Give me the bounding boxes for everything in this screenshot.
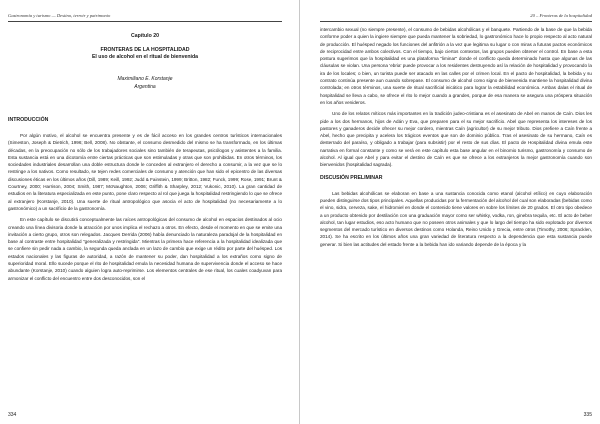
body-paragraph: Por algún motivo, el alcohol se encuentra presente y es de fácil acceso en los grandes centros turísticos internacionales (Simeston, Joseph & Dietrich, 1996; Bell, 2008). No obstante, el consumo desmedido del mismo se ha transformado, en los últimas décadas, en la preocupación no sólo de los trabajadores sociales sino también de terapeutas, psicólogos y asistentes a la familia. Esta sustancia está en una dicotomía entre ciertas prácticas que son estimuladas y otras que son prohibidas. En otros términos, los sociedades industriales desarrollan una doble estructura donde le conceden al extranjero el derecho a consumir, a la vez que se lo restringe a los nativos. Como resultado, se tejen redes comerciales de consumo y atención que han sido el epicentro de las diversas discusiones éticas en los últimos años (Dill, 1989; Keill, 1992; Judd & Fainstein, 1999; Britton, 1982; Funck, 1999; Rose, 1991; Brunt & Courtney, 2000; Harrison, 2004; Smith, 1987; McNaughton, 2006; Griffith & Sharpley, 2012; Vukonic, 2010). La gran cantidad de estudios en la literatura especializada en este punto, pone claro respecto al rol que juega la hospitalidad restringiendo lo que se ofrece al extranjero (Korstanje, 2010). Una suerte de ritual antropológico que asocia el acto de hospitalidad (no necesariamente a lo gastronómico) a un sacrificio de la gastronomía. [8,133,282,211]
body-paragraph: Las bebidas alcohólicas se elaboran en base a una sustancia conocida como etanol (alcohol etílico) en cuyo elaboración pueden distinguirse dos tipos principales. Aquellas producidas por la fermentación del alcohol del cual son elaboradas (bebidas como el vino, sidra, cerveza, sake, el hidromiel en donde el contenido tiene valores en sobre los límites de 20 grados. El otro tipo obedece a un producto obtenido por destilación con una graduación mayor como ser whisky, vodka, ron, ginebra tequila, etc. El acto de beber alcohol, tan lugar estudios, eso acto humano que no poseen otros animales y que lo largo del tiempo ha sido explotado por diversos segmentos del mercado turístico en diversos destinos como Holanda, Reino Unido y Grecia, entre otros (Timothy, 2006; Spracklen, 2014). Se ha escrito en los últimos años una gran variedad de literatura respecto a la dependencia que esta sustancia puede generar. Si bien las actitudes del estado frente a la bebida han ido variando depende de la época y la [320,190,592,247]
chapter-label: Capítulo 20 [131,33,159,39]
author-name: Maximiliano E. Korstanje [117,76,173,82]
right-running-head: 20 – Fronteras de la hospitalidad [530,13,592,18]
right-page-number: 335 [583,412,592,418]
left-page-number: 334 [8,412,17,418]
right-page [300,0,600,424]
section-heading-introduccion: INTRODUCCIÓN [8,117,49,123]
left-page-content [8,27,282,408]
right-header-rule [320,21,592,22]
left-running-head: Gastronomía y turismo — Destino, terroir y patrimonio [8,13,111,18]
chapter-title: FRONTERAS DE LA HOSPITALIDAD [100,47,190,53]
chapter-subtitle: El uso de alcohol en el ritual de bienvenida [91,54,199,60]
body-paragraph: En este capítulo se discutirá conceptualmente las raíces antropológicas del consumo de alcohol en espacios destinados al ocio creando una línea divisoria donde la atracción por unos implica el rechazo a otros. En efecto, desde el momento en que se emite una invitación a cierto grupo, otros son relegados. Jacques Derrida (2006) había denunciado la naturaleza paradojal de la hospitalidad en base al contraste entre hospitalidad "generalizada y restringida". Mientras la primera hace referencia a la hospitalidad idealizada que se confiere sin pedir nada a cambio, la segunda queda anclada en un lazo de cambio que exige un rédito por parte del huésped. Los estados nacionales y las figuras de autoridad, a razón de mantener su poder, dan hospitalidad a los extraños como signo de superioridad moral. Ello sucede porque el rito de hospitalidad emula la necesidad humana de supervivencia donde el acceso se hace abundante (Korstanje, 2010) cuando alguien logra auto-reprimirse. Los elementos centrales de ese ritual, los cuales coadyuvan para armonizar el conflicto del encuentro entre dos desconocidos, son el [8,217,282,281]
left-header-rule [8,21,282,22]
body-paragraph: intercambio sexual (no siempre presente), el consumo de bebidas alcohólicas y el banquete. Partiendo de la base de que la bebida conforme poder a quien la ingiere siempre que pueda mantener la sobriedad, lo gastronómico hace lo propio respecto al acto natural de producción. El huésped negado los funciones del anfitrión a la vez que legitima su lugar o con miras a futuras pactos económicos de reciprocidad entre ambos colectivos. Con el tiempo, bajo ciertos contextos, las grupos pueden obtener el control. En base a esta postura sugerimos que la hospitalidad es una plataforma "liminar" donde el conflicto queda determinado hasta que algunas de las cláusulas se violan. Una persona 'ebria' puede provocar a los residentes destruyendo así la relación de hospitalidad y provocando la ira de los locales; o bien, un turista puede ser atacado en las calles por el crimen local. En el pacto de hospitalidad, la bebida y su contrato continúa presente aun cuando sobrepase. El consumo de alcohol como signo de bienvenida mantiene la hospitalidad divina controlada; en otros términos, una suerte de ritual sacrificial inicático para lograr la estabilidad económica. Ambas dalas el ritual de hospitalidad se lleva a cabo, se ofrece el rito lo mejor cuando a grandes, porque de esa manera se asegura una próspera situación en los años venideros. [320,27,592,105]
section-heading-discusion-preliminar: DISCUSIÓN PRELIMINAR [320,174,383,181]
right-page-content [320,26,592,408]
body-paragraph: Uno de los relatos míticos más importantes en la tradición judeo-cristiana es el asesinato de Abel en manos de Caín. Dios les pide a los dos hermanos, hijos de Adán y Eva, que preparen para el su mejor sacrificio. Abel que representa los intereses de los pastores y ganaderos decide ofrecer su mejor cordero, mientras Caín (agricultor) de su mejor tributo. Dios prefiere a Caín frente a Abel, hecho que precipita y acelera los trágicos eventos que son de dominio público. Tras el asesinato de su hermano, Caín es desterrado del paraíso, y obligado a trabajar (para subsistir) por el resto de sus días. El pacto de Hospitalidad divina emula este narrativa en formal constante y como se verá en este capítulo esta base angular en el binomio turismo, gastronomía y consumo de alcohol. Al igual que Abel y para evitar el destino de Caín es que se ofrece a los extranjeros la mejor gastronomía cuando son bienvenidos (hospitalidad sagrada). [320,111,592,168]
author-country: Argentina [134,84,156,90]
